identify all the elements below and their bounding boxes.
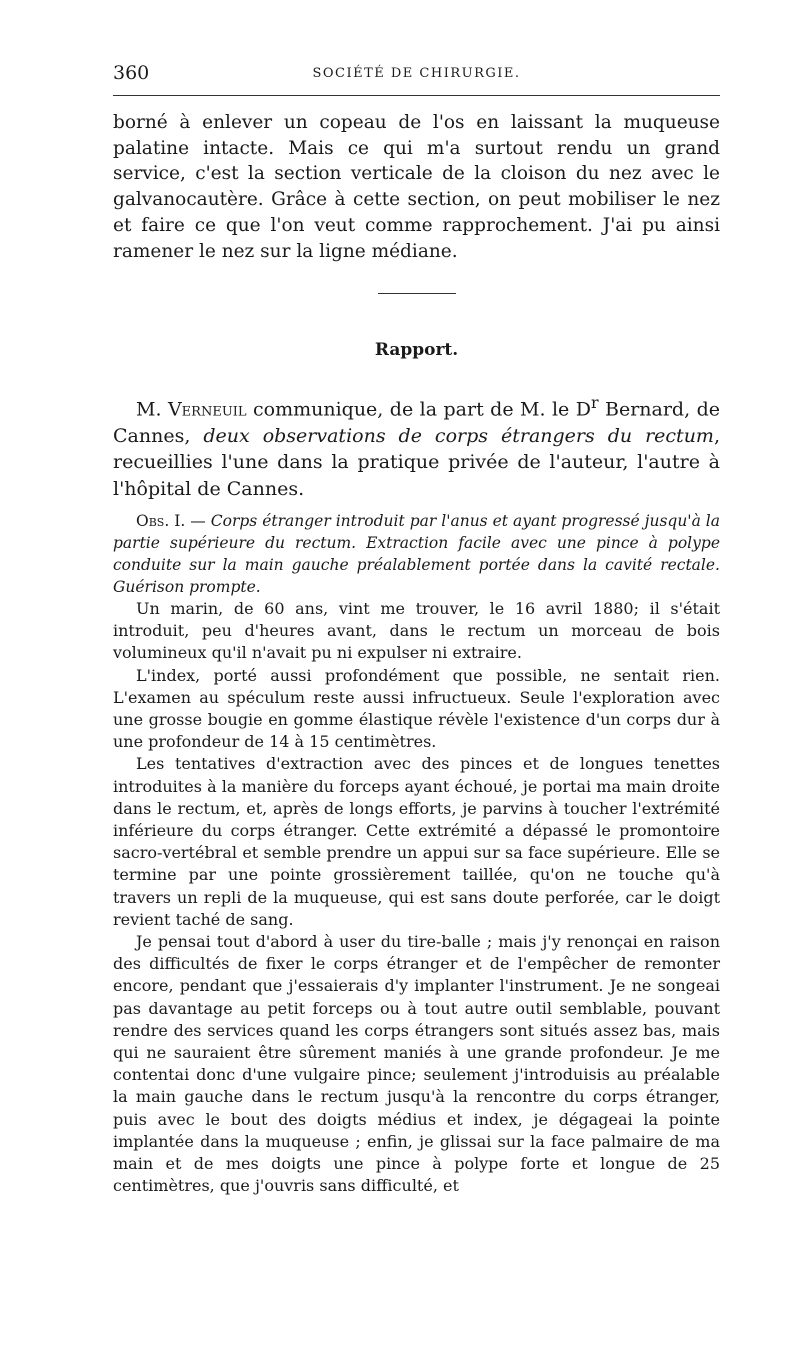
observation-body <box>113 598 720 1197</box>
observation-heading <box>113 510 720 598</box>
page-header <box>113 60 720 90</box>
observation-paragraph: Les tentatives d'extraction avec des pinces et de longues tenettes introduites à la manière du forceps ayant échoué, je portai ma main droite dans le rectum, et, après de longs efforts, je parvins à toucher l'extrémité inférieure du corps étranger. Cette extrémité a dépassé le promontoire sacro-vertébral et semble prendre un appui sur sa face supérieure. Elle se termine par une pointe grossièrement taillée, qu'on ne touche qu'à travers un repli de la muqueuse, qui est sans doute perforée, car le doigt revient taché de sang. <box>113 754 720 929</box>
continuation-block <box>113 110 720 264</box>
report-intro <box>113 390 720 502</box>
observation-paragraph: Je pensai tout d'abord à user du tire-balle ; mais j'y renonçai en raison des difficultés de fixer le corps étranger et de l'empêcher de remonter encore, pendant que j'essaierais d'y implanter l'instrument. Je ne songeai pas davantage au petit forceps ou à tout autre outil semblable, pouvant rendre des services quand les corps étrangers sont situés assez bas, mais qui ne sauraient être sûrement maniés à une grande profondeur. Je me contentai donc d'une vulgaire pince; seulement j'introduisis au préalable la main gauche dans le rectum jusqu'à la rencontre du corps étranger, puis avec le bout des doigts médius et index, je dégageai la pointe implantée dans la muqueuse ; enfin, je glissai sur la face palmaire de ma main et de mes doigts une pince à polype forte et longue de 25 centimètres, que j'ouvris sans difficulté, et <box>113 932 720 1196</box>
observation-title: Corps étranger introduit par l'anus et ayant progressé jusqu'à la partie supérieure du rectum. Extraction facile avec une pince à polype conduite sur la main gauche préalablement portée dans la cavité rectale. Guérison prompte. <box>113 512 720 596</box>
running-head: SOCIÉTÉ DE CHIRURGIE. <box>312 66 521 81</box>
observation-paragraph: Un marin, de 60 ans, vint me trouver, le 16 avril 1880; il s'était introduit, peu d'heures avant, dans le rectum un morceau de bois volumineux qu'il n'avait pu ni expulser ni extraire. <box>113 599 720 663</box>
intro-text-c: , recueillies l'une dans la pratique privée de l'auteur, l'autre à l'hôpital de Cannes. <box>113 424 720 500</box>
section-divider <box>378 293 456 294</box>
intro-prefix: M. <box>136 398 168 421</box>
observation-block <box>113 510 720 1197</box>
section-title: Rapport. <box>374 340 459 360</box>
author-name: Verneuil <box>167 398 247 421</box>
page-number: 360 <box>113 62 150 84</box>
intro-text-b: Bernard, de Cannes, <box>113 398 720 447</box>
doctor-superscript: r <box>590 393 599 412</box>
intro-paragraph <box>113 390 720 502</box>
header-rule <box>113 95 720 96</box>
intro-text-a: communique, de la part de M. le D <box>246 398 591 421</box>
observation-label: Obs. I. — <box>136 512 211 530</box>
intro-italic: deux observations de corps étrangers du rectum <box>203 424 714 447</box>
continuation-paragraph: borné à enlever un copeau de l'os en laissant la muqueuse palatine intacte. Mais ce qui m'a surtout rendu un grand service, c'est la section verticale de la cloison du nez avec le galvanocautère. Grâce à cette section, on peut mobiliser le nez et faire ce que l'on veut comme rapprochement. J'ai pu ainsi ramener le nez sur la ligne médiane. <box>113 112 720 262</box>
observation-paragraph: L'index, porté aussi profondément que possible, ne sentait rien. L'examen au spéculum reste aussi infructueux. Seule l'exploration avec une grosse bougie en gomme élastique révèle l'existence d'un corps dur à une profondeur de 14 à 15 centimètres. <box>113 665 720 752</box>
